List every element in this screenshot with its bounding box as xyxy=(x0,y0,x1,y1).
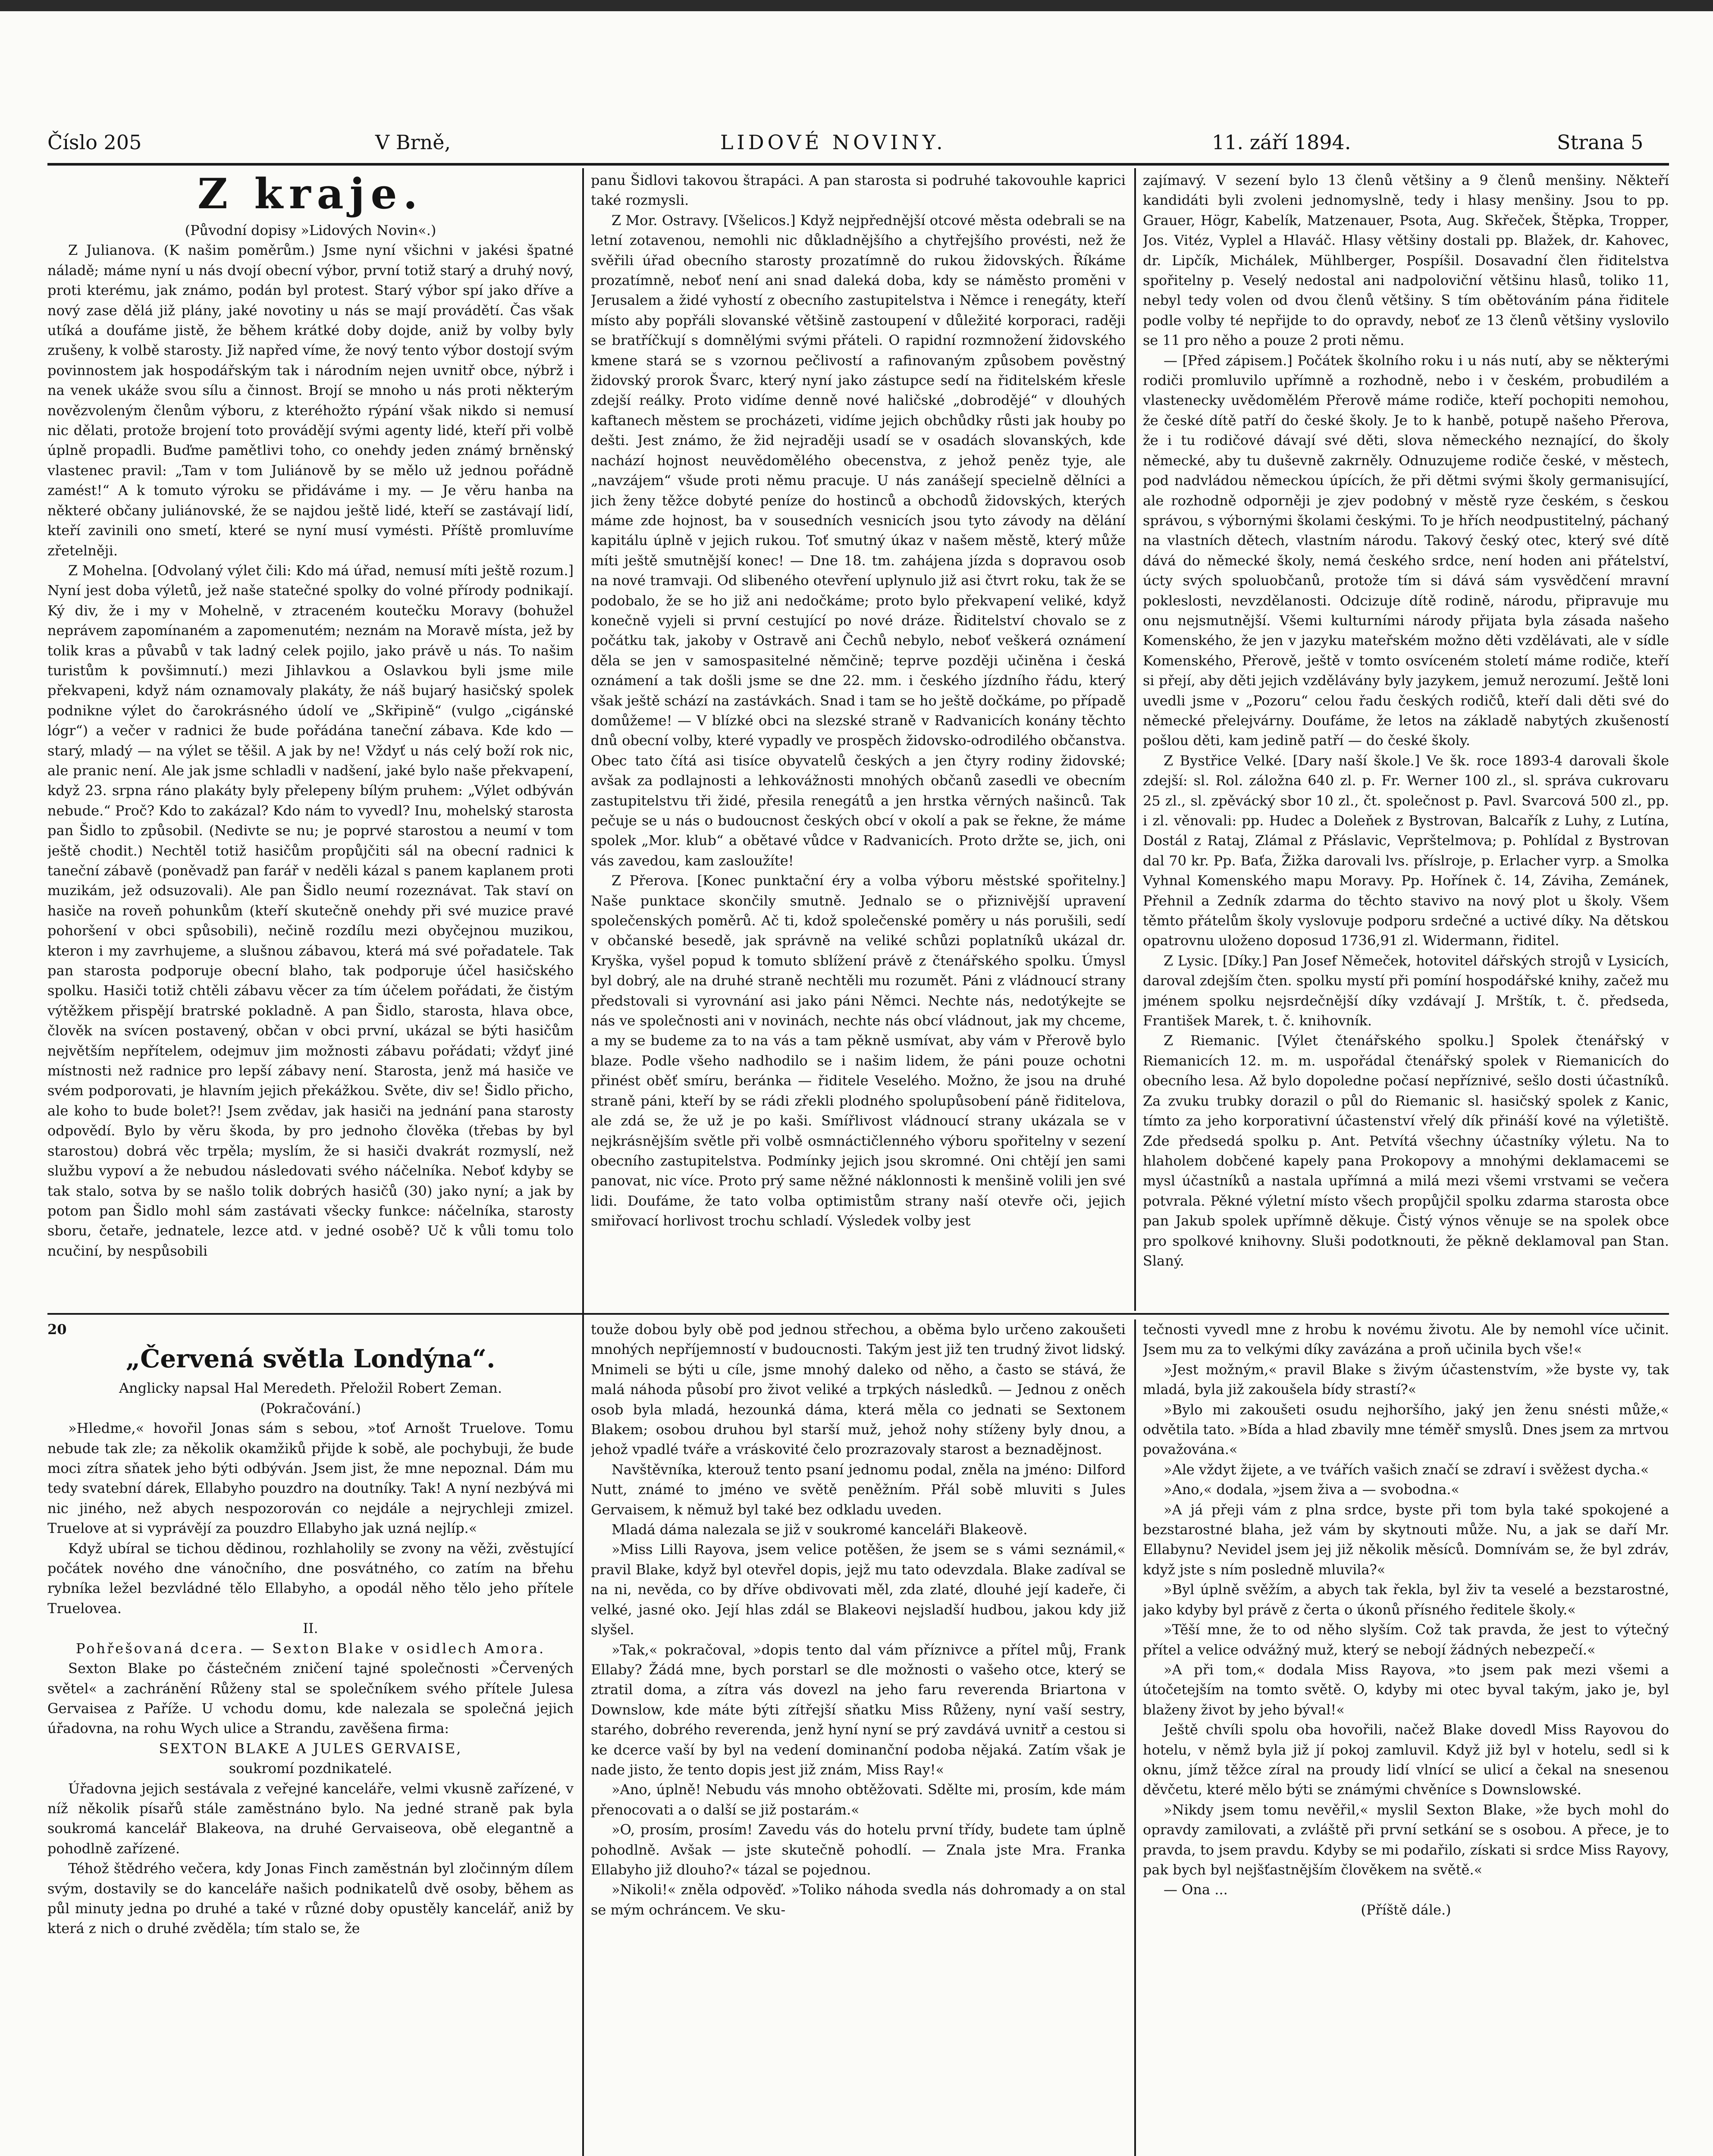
column-3-news xyxy=(1143,170,1669,1309)
feuilleton-paragraph: Ještě chvíli spolu oba hovořili, načež Blake dovedl Miss Rayovou do hotelu, v němž byla již jí pokoj zamluvil. Když již byl v hotelu, sedl si k oknu, jímž těžce zíral na proudy lidí vlnící se ulicí a čekal na snesenou děvčetu, které mělo býti se známými chvěníce s Downslowské. xyxy=(1143,1721,1669,1798)
feuilleton-paragraph: »A já přeji vám z plna srdce, byste při tom byla také spokojené a bezstarostné blaha, jež vám by skytnouti může. Nu, a jak se daří Mr. Ellabynu? Nevidel jsem jej již několik měsíců. Domnívám se, že byl zdráv, když jste s ním posledně mluvila?« xyxy=(1143,1501,1669,1578)
prerov-continuation: zajímavý. V sezení bylo 13 členů většiny a 9 členů menšiny. Někteří kandidáti byli zvoleni jednomyslně, tedy i hlasy menšiny. Jsou to pp. Grauer, Högr, Kabelík, Matzenauer, Psota, Aug. Skřeček, Štěpka, Tropper, Jos. Vitéz, Vyplel a Hlaváč. Hlasy většiny dostali pp. Blažek, dr. Kahovec, dr. Lipčík, Michálek, Mühlberger, Pospíšil. Dosavadní člen řiditelstva spořitelny p. Veselý nedostal ani nadpoloviční většinu hlasů, toliko 11, nebyl tedy volen od dvou členů většiny. S tím obětováním pána řiditele podle volby té nepřijde to do opravdy, neboť ze 13 členů většiny vyslovilo se 11 pro něho a pouze 2 proti němu. xyxy=(1143,172,1669,349)
feuilleton-paragraph: »Bylo mi zakoušeti osudu nejhoršího, jaký jen ženu snésti může,« odvětila tato. »Bída a hlad zbavily mne téměř smyslů. Dnes jsem za mrtvou považována.« xyxy=(1143,1401,1669,1458)
article-zapis: — [Před zápisem.] Počátek školního roku i u nás nutí, aby se některými rodiči promluvilo upřímně a rozhodně, nebo i v českém, probudilém a vlastenecky uvědomělém Přerově máme rodiče, kteří pochopiti nemohou, že české dítě patří do české školy. Je to k hanbě, potupě našeho Přerova, že i tu rodičové dávají své děti, slova německého neznající, do školy německé, aby tu duševně zakrněly. Odnuzujeme rodiče české, v městech, pod nadvládou německou úpících, že při dětmi svými školy germanisující, ale rozhodně odporněji je zjev podobný v městě ryze českém, s českou správou, s výbornými školami českými. To je hřích neodpustitelný, páchaný na vlastních dětech, vlastním národu. Takový český otec, který své dítě dává do německé školy, nemá českého srdce, není hoden ani přátelství, úcty svých spoluobčanů, protože tím si dává sám vysvědčení mravní pokleslosti, nevzdělanosti. Odcizuje dítě rodině, národu, připravuje mu onu nejsmutnější. Všemi kulturními národy přijata byla zásada našeho Komenského, že jen v jazyku mateřském možno děti vzdělávati, ale v sídle Komenského, Přerově, ještě v tomto osvíceném století máme rodiče, kteří si přejí, aby děti jejich vzdělávány byly jazykem, jemuž nerozumí. Ještě loni uvedli jsme v „Pozoru“ celou řadu českých rodičů, kteří dali děti své do německé přelejvárny. Doufáme, že letos na základě nabytých zkušeností pošlou děti, kam jedině patří — do české školy. xyxy=(1143,352,1669,749)
feuilleton-column-3 xyxy=(1143,1319,1669,2156)
feuilleton-title: „Červená světla Londýna“. xyxy=(125,1344,496,1374)
chapter-title: Pohřešovaná dcera. — Sexton Blake v osidlech Amora. xyxy=(75,1640,546,1657)
article-bystrice: Z Bystřice Velké. [Dary naší škole.] Ve šk. roce 1893-4 darovali škole zdejší: sl. Rol. záložna 640 zl. p. Fr. Werner 100 zl., sl. správa cukrovaru 25 zl., sl. zpěvácký sbor 10 zl., čt. společnost p. Pavl. Svarcová 500 zl., pp. i zl. věnovali: pp. Hudec a Doleňek z Bystrovan, Balcařík z Luhy, z Lutína, Dostál z Rataj, Zlámal z Přáslavic, Veprštelmova; p. Pohlídal z Bystrovan dal 70 kr. Pp. Baťa, Žižka darovali lvs. příslroje, p. Erlacher vyrp. a Smolka Vyhnal Komenského mapu Moravy. Pp. Hořínek č. 14, Záviha, Zemánek, Přehnil a Zedník zdarma do těchto stavivo na nový plot u školy. Všem těmto přátelům školy vyslovuje podporu srdečné a uctivé díky. Na dětskou opatrovnu uloženo doposud 1736,91 zl. Widermann, řiditel. xyxy=(1143,752,1669,949)
feuilleton-paragraph: »Ano, úplně! Nebudu vás mnoho obtěžovati. Sdělte mi, prosím, kde mám přenocovati a o další se již postarám.« xyxy=(591,1781,1126,1818)
scan-top-edge xyxy=(0,0,1713,11)
firm-subtitle: soukromí pozdnikatelé. xyxy=(229,1760,392,1777)
column-divider-3 xyxy=(1134,1319,1136,2156)
feuilleton-byline: Anglicky napsal Hal Meredeth. Přeložil Robert Zeman. xyxy=(119,1380,502,1397)
mohelna-ending: panu Šidlovi takovou štrapáci. A pan starosta si podruhé takovouhle kaprici také rozmysli. xyxy=(591,172,1126,209)
feuilleton-paragraph: Úřadovna jejich sestávala z veřejné kanceláře, velmi vkusně zařízené, v níž několik písařů stále zaměstnáno bylo. Na jedné straně pak byla soukromá kancelář Blakeova, na druhé Gervaiseova, obě elegantně a pohodlně zařízené. xyxy=(47,1780,574,1857)
feuilleton-paragraph: touže dobou byly obě pod jednou střechou, a oběma bylo určeno zakoušeti mnohých nepříjemností v budoucnosti. Takým jest již ten trudný život lidský. Mnimeli se býti u cíle, jsme mnohý daleko od něho, a často se stává, že malá náhoda působí pro život veliké a trpkých následků. — Jednou z oněch osob byla mladá, hezounká dáma, která měla co jednati se Sextonem Blakem; osobou druhou byl starší muž, jehož nohy stíženy byly dnou, a jehož vpadlé tváře a vráskovité čelo prozrazovaly starost a beznadějnost. xyxy=(591,1321,1126,1458)
article-riemanice: Z Riemanic. [Výlet čtenářského spolku.] Spolek čtenářský v Riemanicích 12. m. m. uspořádal čtenářský spolek v Riemanicích do obecního lesa. Až bylo dopoledne počasí nepříznivé, sešlo dosti účastníků. Za zvuku trubky dorazil o půl do Riemanic sl. hasičský spolek z Kanic, tímto za jeho korporativní účastenství vřelý dík přináší kové na výletiště. Zde předsedá spolku p. Ant. Petvítá všechny účastníky výletu. Na to hlaholem dobčené kapely pana Prokopovy a mnohými deklamacemi se mysl účastníků a nastala upřímná a milá mezi všemi vrstvami se večera potvrala. Pěkné výletní místo všech propůjčil spolku zdarma starosta obce pan Jakub spolek upřímně děkuje. Čistý výnos věnuje se na spolek obce pro spolkové knihovny. Sluši podotknouti, že pěkně deklamoval pan Stan. Slaný. xyxy=(1143,1032,1669,1269)
feuilleton-paragraph: »Těší mne, že to od něho slyším. Což tak pravda, že jest to výtečný přítel a velice odvážný muž, který se nebojí žádných nebezpečí.« xyxy=(1143,1621,1669,1658)
kraje-section xyxy=(47,170,574,1309)
feuilleton-paragraph: »Nikoli!« zněla odpověď. »Toliko náhoda svedla nás dohromady a on stal se mým ochráncem. Ve sku- xyxy=(591,1881,1126,1918)
chapter-number: II. xyxy=(303,1620,318,1637)
feuilleton-paragraph: »Byl úplně svěžím, a abych tak řekla, byl živ ta veselé a bezstarostné, jako kdyby byl právě z čerta o úkonů přísného ředitele školy.« xyxy=(1143,1581,1669,1618)
feuilleton-paragraph: Téhož štědrého večera, kdy Jonas Finch zaměstnán byl zločinným dílem svým, dostavily se do kanceláře našich podnikatelů dvě osoby, během as půl minuty jedna po druhé a také v různé doby opustěly kancelář, aniž by která z nich o druhé zvěděla; tím stalo se, že xyxy=(47,1860,574,1937)
feuilleton-paragraph: — Ona ... xyxy=(1164,1881,1228,1898)
kraje-title: Z kraje. xyxy=(197,170,424,218)
column-divider-2 xyxy=(1134,168,1136,1311)
article-ostrava: Z Mor. Ostravy. [Všelicos.] Když nejpřednější otcové města odebrali se na letní zotavenou, nemohli nic důkladnějšího a chytřejšího provésti, než že svěřili úřad obecního starosty prozatímně do rukou židovských. Říkáme prozatímně, neboť není ani snad daleká doba, kdy se náměsto proměni v Jerusalem a židé vyhostí z obecního zastupitelstva i Němce i renegáty, kteří místo aby popřáli slovanské většině zastoupení v důležité korporaci, raději se bratříčkují s domnělými svými přáteli. O rapidní rozmnožení židovského kmene stará se s vzornou pečlivostí a rafinovaným způsobem pověstný židovský prorok Švarc, který nyní jako zástupce sedí na řiditelském křesle zdejší reálky. Proto vidíme denně nové haličské „dobrodějé“ v dlouhých kaftanech městem se procházeti, vidíme jejich obchůdky růsti jak houby po dešti. Jest známo, že žid nejraději usadí se v osadách slovanských, kde nachází hojnost neuvědomělého obecenstva, z jehož peněz tyje, ale „navzájem“ všude proti němu pracuje. U nás zanášejí specielně dělníci a jich ženy těžce dobyté peníze do hostinců a obchodů židovských, kterých máme zde hojnost, ba v sousedních vesnicích jsou tyto závody na dělání kapitálu úplně v jejich rukou. Toť smutný úkaz v našem městě, který může míti ještě smutnější konec! — Dne 18. tm. zahájena jízda s dopravou osob na nové tramvaji. Od slibeného otevření uplynulo již asi čtvrt roku, tak že se podobalo, že se ho již ani nedočkáme; proto bylo překvapení veliké, když konečně vyjeli si první cestující po nové dráze. Řiditelství chovalo se z počátku tak, jakoby v Ostravě ani Čechů nebylo, neboť veškerá oznámení děla se jen v samospasitelné němčině; teprve později učiněna i česká oznámení a tak došli jsme se dne 22. mm. i českého jízdního řádu, který však ještě schází na zastávkách. Snad i tam se ho ještě dočkáme, po případě domůžeme! — V blízké obci na slezské straně v Radvanicích konány těchto dnů obecní volby, které vypadly ve prospěch židovsko-odrodilého občanstva. Obec tato čítá asi tisíce obyvatelů českých a jen čtyry rodiny židovské; avšak za podlajnosti a lehkovážnosti mnohých občanů zasedli ve obecním zastupitelstvu tři židé, přesila renegátů a jen hrstka věrných našinců. Tak pečuje se u nás o budoucnost českých obcí v okolí a pak se řekne, že máme spolek „Mor. klub“ a obětavé vůdce v Radvanicích. Proto držte se, jich, oni vás zavedou, kam zasloužíte! xyxy=(591,212,1126,869)
feuilleton-paragraph: »A při tom,« dodala Miss Rayova, »to jsem pak mezi všemi a útočetejším na tomto světě. O, kdyby mi otec byval takým, jako je, byl blaženy život by jeho býval!« xyxy=(1143,1661,1669,1718)
feuilleton-divider xyxy=(47,1313,1669,1315)
newspaper-title: LIDOVÉ NOVINY. xyxy=(720,131,946,154)
feuilleton-continued: (Pokračování.) xyxy=(260,1400,361,1416)
feuilleton-paragraph: »Ale vždyt žijete, a ve tvářích vašich značí se zdraví i svěžest dycha.« xyxy=(1164,1461,1649,1478)
feuilleton-column-1 xyxy=(47,1319,574,2156)
issue-number: Číslo 205 xyxy=(47,131,142,154)
feuilleton-paragraph: »Hledme,« hovořil Jonas sám s sebou, »toť Arnošt Truelove. Tomu nebude tak zle; za několik okamžiků přijde k sobě, ale pochybuji, že bude moci zítra sňatek jeho býti odbýván. Jsem jist, že mne nepoznal. Dám mu tedy svatební dárek, Ellabyho pouzdro na doutníky. Tak! A nyní nezbývá mi nic jiného, než abych nespozorován co nejdále a nejrychleji zmizel. Truelove at si vyprávějí za pouzdro Ellabyho jak uzná nejlíp.« xyxy=(47,1420,574,1537)
article-prerov: Z Přerova. [Konec punktační éry a volba výboru městské spořitelny.] Naše punktace skončily smutně. Jednalo se o přiznivější upravení společenských poměrů. Ač ti, kdož společenské poměry u nás porušili, sedí v občanské besedě, jak správně na veliké schůzi poplatníků ukázal dr. Kryška, vyšel popud k tomuto sblížení právě z čtenářského spolku. Úmysl byl dobrý, ale na druhé straně nechtěli mu rozumět. Páni z vládnoucí strany předstovali si vyrovnání asi jako páni Němci. Nechte nás, nedotýkejte se nás ve společnosti ani v novinách, nechte nás obcí vládnout, jak my chceme, a my se budeme za to na vás a tam pěkně usmívat, aby vám v Přerově bylo blaze. Podle všeho nadhodilo se i našim lidem, že páni pouze ochotni přinést oběť smíru, beránka — řiditele Veselého. Možno, že jsou na druhé straně páni, kteří by se rádi zřekli plodného spolupůsobení páně řiditelova, ale zdá se, že už je po kaši. Smířlivost vládnoucí strany ukázala se v nejkrásnějším světle při volbě osmnáctičlenného výboru spořitelny v sezení obecního zastupitelstva. Podmínky jejich jsou skromné. Oni chtějí jen sami panovat, nic více. Proto prý same něžné náklonnosti k menšině volili jen své lidi. Doufáme, že tato volba optimistům strany naší otevře oči, jejich smiřovací horlivost trochu schladí. Výsledek volby jest xyxy=(591,872,1126,1229)
feuilleton-paragraph: »Jest možným,« pravil Blake s živým účastenstvím, »že byste vy, tak mladá, byla již zakoušela bídy strastí?« xyxy=(1143,1361,1669,1398)
article-julianov: Z Julianova. (K našim poměrům.) Jsme nyní všichni v jakési špatné náladě; máme nyní u nás dvojí obecní výbor, první totiž starý a druhý nový, proti kterému, jak známo, podán byl protest. Starý výbor spí jako dříve a nový zase dělá již plány, jaké novotiny u nás se mají provádětí. Čas však utíká a doufáme jistě, že během krátké doby dojde, aniž by volby byly zrušeny, k volbě starosty. Již napřed víme, že nový tento výbor dostojí svým povinnostem jak hospodářským tak i národním nejen uvnitř obce, nýbrž i na venek ukáže svou sílu a činnost. Brojí se mnoho u nás proti některým novězvoleným členům výboru, z kteréhožto rýpání však nikdo si nemusí nic dělati, protože brojení toto provádějí svými agenty lidé, kteří při volbě úplně propadli. Buďme pamětlivi toho, co onehdy jeden známý brněnský vlastenec pravil: „Tam v tom Juliánově by se mělo už jednou pořádně zamést!“ A k tomuto výroku se přidáváme i my. — Je věru hanba na některé občany juliánovské, že se najdou ještě lidé, kteří se zastávají lidí, kteří zavinili ono smetí, které se nyní musí vymésti. Příště promluvíme zřetelněji. xyxy=(47,242,574,559)
firm-name: SEXTON BLAKE A JULES GERVAISE, xyxy=(159,1740,462,1757)
feuilleton-paragraph: »Tak,« pokračoval, »dopis tento dal vám příznivce a přítel můj, Frank Ellaby? Žádá mne, bych porstarl se dle možnosti o vašeho otce, který se ztratil doma, a zítra vás dovezl na jeho faru reverenda Briartona v Downslow, kde máte býti zítřejší sňatku Miss Růženy, nyní vaší sestry, starého, dobrého reverenda, jenž hyní nyní se prý zavdává uvnitř a cestou si ke dcerce vaší by byl na vedení dominanční podoba nějaká. Zatím však je nade jisto, že tento dopis jest již znám, Miss Ray!« xyxy=(591,1641,1126,1778)
feuilleton-paragraph: tečnosti vyvedl mne z hrobu k novému životu. Ale by nemohl více učinit. Jsem mu za to velkými díky zavázána a proň učinila bych vše!« xyxy=(1143,1321,1669,1358)
feuilleton-paragraph: Sexton Blake po částečném zničení tajné společnosti »Červených světel« a zachránění Růženy stal se společníkem svého přítele Julesa Gervaisea z Paříže. U vchodu domu, kde nalezala se společná jejich úřadovna, na rohu Wych ulice a Strandu, zavěšena firma: xyxy=(47,1660,574,1737)
to-be-continued: (Příště dále.) xyxy=(1361,1901,1451,1918)
feuilleton-paragraph: »Miss Lilli Rayova, jsem velice potěšen, že jsem se s vámi seznámil,« pravil Blake, když byl otevřel dopis, jejž mu tato odevzdala. Blake zadíval se na ni, nevěda, co by dříve obdivovati měl, zda zlaté, dlouhé její kadeře, či velké, jasné oko. Její hlas zdál se Blakeovi nejsladší hudbou, jakou kdy již slyšel. xyxy=(591,1541,1126,1638)
page-label: Strana 5 xyxy=(1557,131,1644,154)
feuilleton-paragraph: Mladá dáma nalezala se již v soukromé kanceláři Blakeově. xyxy=(612,1521,1028,1538)
feuilleton-column-2 xyxy=(591,1319,1126,2156)
article-lysice: Z Lysic. [Díky.] Pan Josef Němeček, hotovitel dářských strojů v Lysicích, daroval zdejším čten. spolku mystí při pomíní hospodářské knihy, začež mu jménem spolku nejsrdečnější díky vzdávají J. Mrštík, t. č. předseda, František Marek, t. č. knihovník. xyxy=(1143,952,1669,1029)
feuilleton-paragraph: Když ubíral se tichou dědinou, rozhlaholily se zvony na věži, zvěstující počátek nového dne vánočního, dne posvátného, co zatím na břehu rybníka ležel bezvládné tělo Ellabyho, a opodál něho tělo jeho přítele Truelovea. xyxy=(47,1540,574,1617)
article-mohelna: Z Mohelna. [Odvolaný výlet čili: Kdo má úřad, nemusí míti ještě rozum.] Nyní jest doba výletů, jež naše statečné spolky do volné přírody podnikají. Ký div, že i my v Mohelně, v ztraceném koutečku Moravy (bohužel neprávem zapomínaném a zapomenutém; neznám na Moravě místa, jež by tolik kras a půvabů v tak ladný celek pojilo, jako právě u nás. To našim turistům k povšimnutí.) mezi Jihlavkou a Oslavkou byli jsme mile překvapeni, když nám oznamovaly plakáty, že náš bujarý hasičský spolek podnikne výlet do čarokrásného údolí ve „Skřipině“ (vulgo „cigánské lógr“) a večer v radnici že bude pořádána taneční zábava. Kde kdo — starý, mladý — na výlet se těšil. A jak by ne! Vždyť u nás celý boží rok nic, ale pranic není. Ale jak jsme schladli v nadšení, jaké bylo naše překvapení, když 23. srpna ráno plakáty byly přelepeny bílým pruhem: „Výlet odbýván nebude.“ Proč? Kdo to zakázal? Kdo nám to vyvedl? Inu, mohelský starosta pan Šidlo to způsobil. (Nedivte se nu; je poprvé starostou a neumí v tom ještě chodit.) Nechtěl totiž hasičům propůjčiti sál na obecní radnici k taneční zábavě (poněvadž pan farář v neděli kázal s panem kaplanem proti muzikám, jež odsuzovali). Ale pan Šidlo neumí rozeznávat. Tak staví on hasiče na roveň pohunkům (kteří skutečně onehdy při své muzice pravé pohoršení v obci spůsobili), nečině rozdílu mezi obyčejnou muzikou, kteron i my zavrhujeme, a slušnou zábavou, která má své pořadatele. Tak pan starosta podporuje obecní blaho, tak podporuje účel hasičského spolku. Hasiči totiž chtěli zábavu věcer za tím účelem pořádati, že čistým výtěžkem přispějí bratrské pokladně. A pan Šidlo, starosta, hlava obce, člověk na svícen postavený, občan v obci první, ukázal se býti hasičům největším nepřítelem, odejmuv jim možnosti zábavu pořádati; vždyť jiné místnosti než radnice pro lepší zábavy není. Starosta, jenž má hasiče ve svém podporovati, je hlavním jejich překážkou. Světe, div se! Šidlo přicho, ale koho to bude bolet?! Jsem zvědav, jak hasiči na jednání pana starosty odpovědí. Bylo by věru škoda, by pro jednoho člověka (třebas by byl starostou) dobrá věc trpěla; myslím, že si hasiči dvakrát rozmyslí, než službu vypoví a že nebudou následovati svého náčelníka. Neboť kdyby se tak stalo, sotva by se našlo tolik dobrých hasičů (30) jako nyní; a jak by potom pan Šidlo mohl sám zastávati všecky funkce: náčelníka, starosty sboru, četaře, jednatele, lezce atd. v jedné osobě? Uč k vůli tomu tolo ncučiní, by nespůsobili xyxy=(47,562,574,1259)
feuilleton-paragraph: »O, prosím, prosím! Zavedu vás do hotelu první třídy, budete tam úplně pohodlně. Avšak — jste skutečně pohodlí. — Znala jste Mra. Franka Ellabyho již dlouho?« tázal se pojednou. xyxy=(591,1821,1126,1878)
feuilleton-paragraph: »Ano,« dodala, »jsem živa a — svobodna.« xyxy=(1164,1481,1460,1498)
issue-date: 11. září 1894. xyxy=(1212,131,1351,154)
page-header xyxy=(47,129,1669,164)
header-rule xyxy=(47,163,1669,166)
kraje-subtitle: (Původní dopisy »Lidových Novin«.) xyxy=(185,222,436,238)
column-divider-1 xyxy=(582,168,584,2156)
feuilleton-paragraph: Navštěvníka, kterouž tento psaní jednomu podal, zněla na jméno: Dilford Nutt, známé to jméno ve světě peněžním. Přál sobě mluviti s Jules Gervaisem, k němuž byl také bez odkladu uveden. xyxy=(591,1461,1126,1518)
column-2-news xyxy=(591,170,1126,1309)
feuilleton-paragraph: »Nikdy jsem tomu nevěřil,« myslil Sexton Blake, »že bych mohl do opravdy zamilovati, a zvláště při první setkání se s osobou. A přece, je to pravda, to jsem pravdu. Kdyby se mi podařilo, získati si srdce Miss Rayovy, pak bych byl nejšťastnějším člověkem na světě.« xyxy=(1143,1801,1669,1878)
city: V Brně, xyxy=(375,131,451,154)
feuilleton-number: 20 xyxy=(47,1321,67,1338)
